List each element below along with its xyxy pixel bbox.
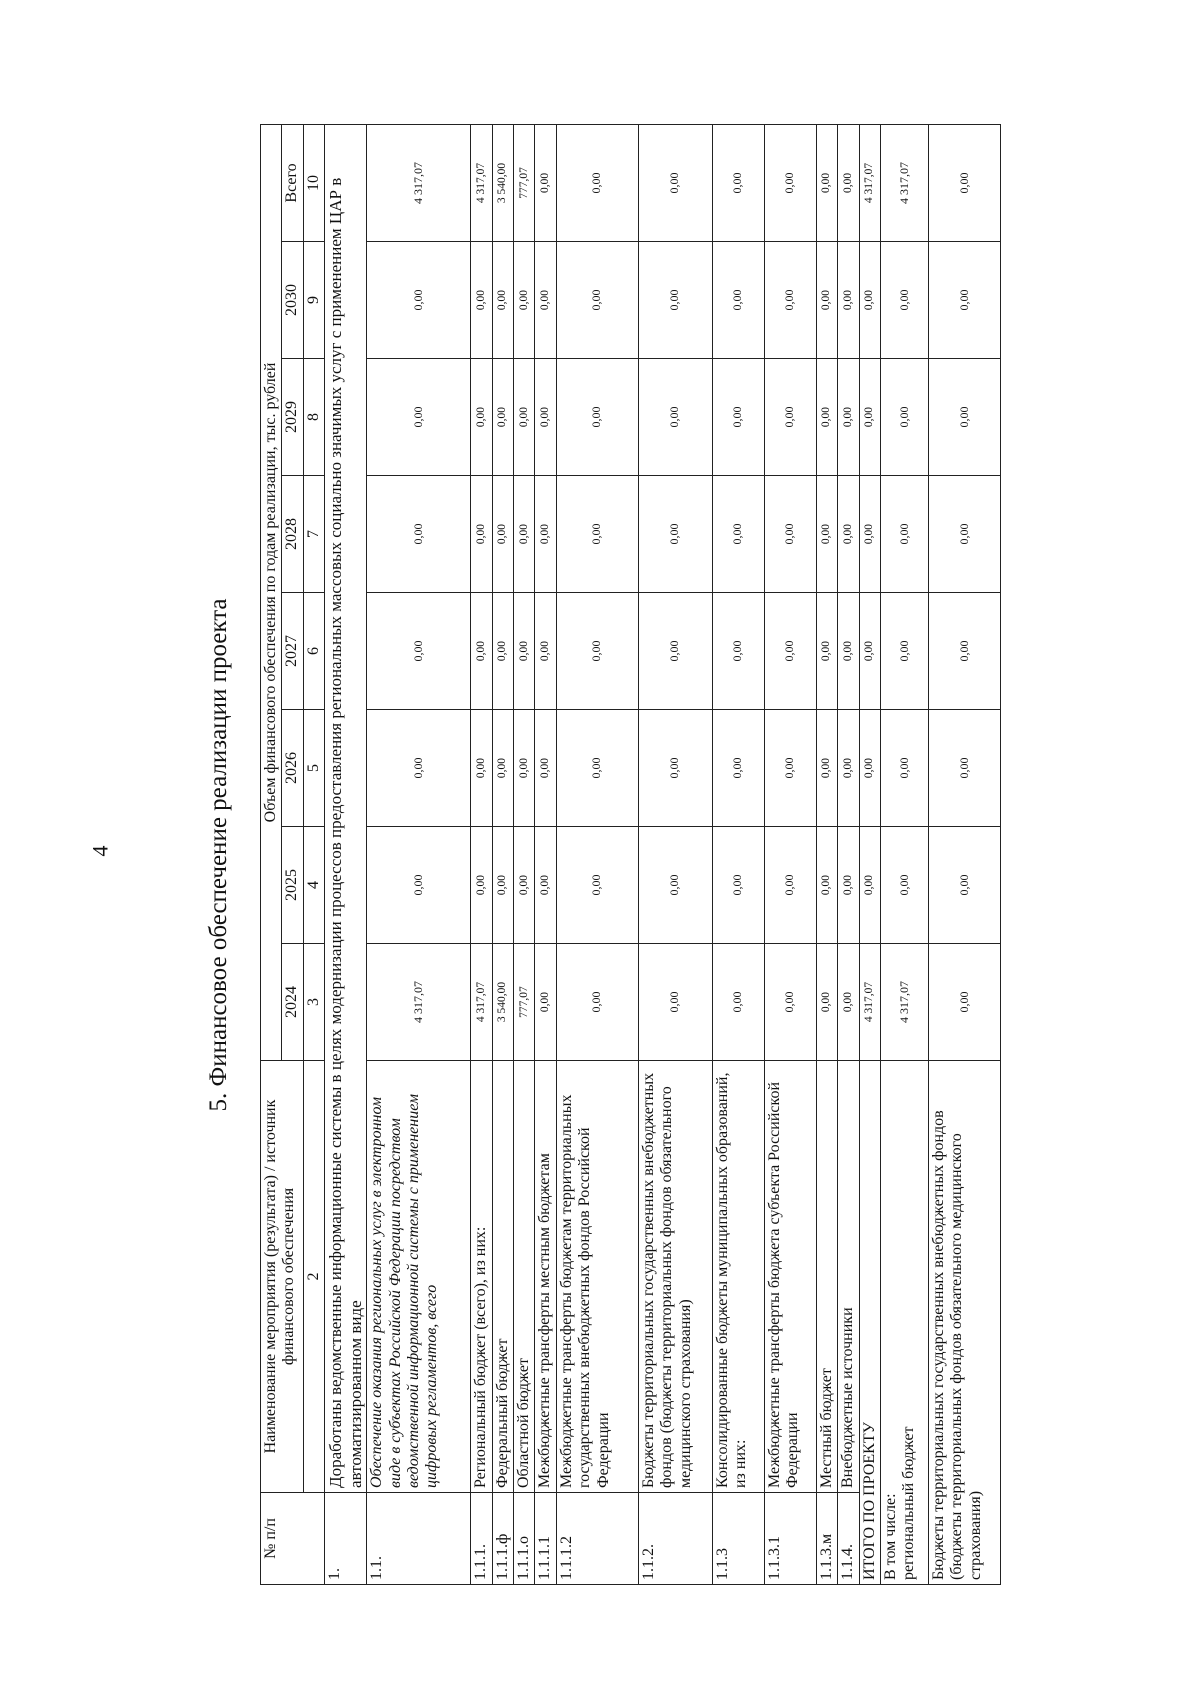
row-value: 0,00 <box>556 710 638 827</box>
row-value: 4 317,07 <box>367 124 471 241</box>
row-value: 0,00 <box>929 359 1001 476</box>
table-colnum-row <box>303 124 324 1584</box>
row-name: Обеспечение оказания региональных услуг в электронном виде в субъектах Российской Федерации посредством ведомственной информационной системы с применением цифровых регламентов, всего <box>367 1061 471 1493</box>
row-name: Федеральный бюджет <box>492 1061 513 1493</box>
row-value: 0,00 <box>816 359 837 476</box>
row-value: 0,00 <box>929 944 1001 1061</box>
row-value: 0,00 <box>471 827 492 944</box>
row-value: 0,00 <box>929 476 1001 593</box>
row-value: 0,00 <box>535 476 556 593</box>
row-value: 0,00 <box>367 827 471 944</box>
row-value: 0,00 <box>816 242 837 359</box>
year-header: 2027 <box>282 593 303 710</box>
col-number: 9 <box>303 242 324 359</box>
row-name: Консолидированные бюджеты муниципальных образований, из них: <box>712 1061 764 1493</box>
row-value: 0,00 <box>816 944 837 1061</box>
row-value: 0,00 <box>764 476 816 593</box>
row-name: Местный бюджет <box>816 1061 837 1493</box>
row-value: 4 317,07 <box>881 944 929 1061</box>
table-row <box>764 124 816 1584</box>
total-value: 0,00 <box>859 359 880 476</box>
row-value: 0,00 <box>514 359 535 476</box>
row-name: Межбюджетные трансферты местным бюджетам <box>535 1061 556 1493</box>
col-number: 2 <box>303 1061 324 1493</box>
row-value: 0,00 <box>556 359 638 476</box>
row-value: 0,00 <box>471 359 492 476</box>
row-value: 4 317,07 <box>471 944 492 1061</box>
row-value: 0,00 <box>929 124 1001 241</box>
row-name: Региональный бюджет (всего), из них: <box>471 1061 492 1493</box>
row-num: 1.1.3.м <box>816 1493 837 1585</box>
row-name: Межбюджетные трансферты бюджетам территориальных государственных внебюджетных фондов Российской Федерации <box>556 1061 638 1493</box>
row-value: 0,00 <box>638 124 712 241</box>
row-num: 1.1.1.1 <box>535 1493 556 1585</box>
year-header: 2029 <box>282 359 303 476</box>
total-value: 0,00 <box>859 242 880 359</box>
section-row <box>325 124 367 1584</box>
including-label <box>881 1061 929 1585</box>
year-header: 2026 <box>282 710 303 827</box>
row-value: 0,00 <box>881 827 929 944</box>
row-value: 777,07 <box>514 944 535 1061</box>
row-value: 0,00 <box>556 593 638 710</box>
row-num: 1.1.1.о <box>514 1493 535 1585</box>
financing-table <box>260 124 1001 1585</box>
row-value: 0,00 <box>712 944 764 1061</box>
table-row <box>514 124 535 1584</box>
row-value: 0,00 <box>838 124 859 241</box>
row-value: 0,00 <box>638 827 712 944</box>
table-row <box>556 124 638 1584</box>
row-num: 1.1.1.ф <box>492 1493 513 1585</box>
row-name: Областной бюджет <box>514 1061 535 1493</box>
including-item-name: региональный бюджет <box>900 1426 918 1580</box>
row-value: 0,00 <box>556 242 638 359</box>
row-value: 0,00 <box>816 593 837 710</box>
row-value: 0,00 <box>367 593 471 710</box>
year-header: 2024 <box>282 944 303 1061</box>
total-value: 0,00 <box>859 710 880 827</box>
rotated-page-content <box>200 125 1040 1585</box>
col-number: 4 <box>303 827 324 944</box>
row-value: 0,00 <box>764 710 816 827</box>
row-value: 0,00 <box>929 242 1001 359</box>
row-num: 1.1. <box>367 1493 471 1585</box>
row-value: 0,00 <box>367 242 471 359</box>
row-num: 1.1.3 <box>712 1493 764 1585</box>
table-header-row <box>261 124 282 1584</box>
row-value: 0,00 <box>535 710 556 827</box>
table-row <box>367 124 471 1584</box>
row-value: 0,00 <box>535 944 556 1061</box>
row-value: 0,00 <box>929 710 1001 827</box>
col-number: 6 <box>303 593 324 710</box>
year-header: 2025 <box>282 827 303 944</box>
row-value: 0,00 <box>816 827 837 944</box>
row-value: 0,00 <box>492 476 513 593</box>
total-value: 4 317,07 <box>859 124 880 241</box>
col-number: 3 <box>303 944 324 1061</box>
row-value: 3 540,00 <box>492 944 513 1061</box>
row-value: 0,00 <box>712 359 764 476</box>
row-value: 0,00 <box>838 359 859 476</box>
row-value: 0,00 <box>838 710 859 827</box>
header-name: Наименование мероприятия (результата) / источник финансового обеспечения <box>261 1061 304 1493</box>
row-value: 0,00 <box>638 593 712 710</box>
row-value: 777,07 <box>514 124 535 241</box>
header-volume: Объем финансового обеспечения по годам реализации, тыс. рублей <box>261 124 282 1060</box>
row-value: 0,00 <box>712 124 764 241</box>
table-row <box>838 124 859 1584</box>
row-value: 0,00 <box>816 124 837 241</box>
row-value: 0,00 <box>838 593 859 710</box>
total-value: 0,00 <box>859 827 880 944</box>
section-num: 1. <box>325 1493 367 1585</box>
row-value: 0,00 <box>929 593 1001 710</box>
row-value: 0,00 <box>638 710 712 827</box>
page-number: 4 <box>87 845 113 857</box>
year-header: 2028 <box>282 476 303 593</box>
row-value: 0,00 <box>492 242 513 359</box>
row-value: 0,00 <box>838 242 859 359</box>
total-row <box>859 124 880 1584</box>
row-num: 1.1.3.1 <box>764 1493 816 1585</box>
row-value: 0,00 <box>535 242 556 359</box>
section-title: 5. Финансовое обеспечение реализации проекта <box>205 598 232 1112</box>
row-value: 0,00 <box>764 944 816 1061</box>
row-num: 1.1.1.2 <box>556 1493 638 1585</box>
table-row <box>712 124 764 1584</box>
table-row <box>492 124 513 1584</box>
row-value: 0,00 <box>712 710 764 827</box>
row-value: 0,00 <box>492 827 513 944</box>
row-value: 0,00 <box>535 827 556 944</box>
row-num: 1.1.1. <box>471 1493 492 1585</box>
row-value: 0,00 <box>712 827 764 944</box>
table-row <box>471 124 492 1584</box>
col-number: 7 <box>303 476 324 593</box>
row-value: 0,00 <box>638 944 712 1061</box>
row-value: 0,00 <box>471 476 492 593</box>
col-number: 8 <box>303 359 324 476</box>
row-value: 0,00 <box>712 476 764 593</box>
row-value: 0,00 <box>492 593 513 710</box>
row-value: 0,00 <box>764 242 816 359</box>
row-value: 0,00 <box>764 827 816 944</box>
row-num: 1.1.4. <box>838 1493 859 1585</box>
row-value: 0,00 <box>816 710 837 827</box>
row-value: 0,00 <box>492 359 513 476</box>
row-value: 0,00 <box>764 359 816 476</box>
total-value: 0,00 <box>859 593 880 710</box>
row-value: 0,00 <box>838 476 859 593</box>
row-value: 0,00 <box>881 476 929 593</box>
row-value: 0,00 <box>929 827 1001 944</box>
including-heading: В том числе: <box>882 1493 899 1580</box>
row-value: 0,00 <box>881 242 929 359</box>
row-value: 0,00 <box>816 476 837 593</box>
row-value: 0,00 <box>638 242 712 359</box>
row-value: 0,00 <box>881 359 929 476</box>
row-value: 0,00 <box>535 593 556 710</box>
header-num: № п/п <box>261 1493 325 1585</box>
row-value: 0,00 <box>556 476 638 593</box>
row-value: 0,00 <box>492 710 513 827</box>
including-row <box>881 124 929 1584</box>
row-value: 0,00 <box>471 593 492 710</box>
row-value: 0,00 <box>471 710 492 827</box>
total-value: 0,00 <box>859 476 880 593</box>
row-value: 0,00 <box>514 476 535 593</box>
total-label: ИТОГО ПО ПРОЕКТУ <box>859 1061 880 1585</box>
row-value: 0,00 <box>838 944 859 1061</box>
including-item-name: Бюджеты территориальных государственных внебюджетных фондов (бюджеты территориальных фондов обязательного медицинского страхования) <box>929 1061 1001 1585</box>
row-value: 0,00 <box>514 827 535 944</box>
row-value: 0,00 <box>638 359 712 476</box>
row-value: 0,00 <box>764 124 816 241</box>
row-name: Бюджеты территориальных государственных внебюджетных фондов (бюджеты территориальных фондов обязательного медицинского страхования) <box>638 1061 712 1493</box>
row-value: 0,00 <box>881 593 929 710</box>
row-value: 0,00 <box>881 710 929 827</box>
row-value: 4 317,07 <box>881 124 929 241</box>
col-number: 5 <box>303 710 324 827</box>
row-value: 0,00 <box>367 710 471 827</box>
row-value: 0,00 <box>514 593 535 710</box>
year-header: Всего <box>282 124 303 241</box>
row-value: 0,00 <box>514 242 535 359</box>
row-value: 0,00 <box>471 242 492 359</box>
row-value: 0,00 <box>764 593 816 710</box>
table-row <box>535 124 556 1584</box>
row-value: 4 317,07 <box>367 944 471 1061</box>
row-num: 1.1.2. <box>638 1493 712 1585</box>
row-value: 0,00 <box>712 593 764 710</box>
row-value: 0,00 <box>535 124 556 241</box>
row-value: 0,00 <box>556 124 638 241</box>
row-value: 0,00 <box>535 359 556 476</box>
row-name: Внебюджетные источники <box>838 1061 859 1493</box>
row-value: 0,00 <box>367 359 471 476</box>
row-value: 0,00 <box>638 476 712 593</box>
section-text: Доработаны ведомственные информационные системы в целях модернизации процессов предоставления региональных массовых социально значимых услуг с применением ЦАР в автоматизированном виде <box>325 124 367 1492</box>
row-value: 0,00 <box>838 827 859 944</box>
including-row <box>929 124 1001 1584</box>
row-value: 4 317,07 <box>471 124 492 241</box>
row-value: 0,00 <box>712 242 764 359</box>
col-number: 10 <box>303 124 324 241</box>
row-value: 0,00 <box>514 710 535 827</box>
table-row <box>638 124 712 1584</box>
row-value: 3 540,00 <box>492 124 513 241</box>
row-value: 0,00 <box>556 944 638 1061</box>
row-name: Межбюджетные трансферты бюджета субъекта Российской Федерации <box>764 1061 816 1493</box>
table-row <box>816 124 837 1584</box>
total-value: 4 317,07 <box>859 944 880 1061</box>
row-value: 0,00 <box>367 476 471 593</box>
year-header: 2030 <box>282 242 303 359</box>
row-value: 0,00 <box>556 827 638 944</box>
